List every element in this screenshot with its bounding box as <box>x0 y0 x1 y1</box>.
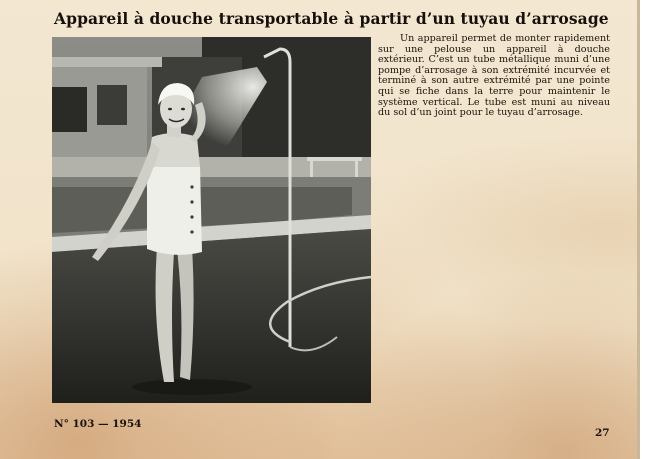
article-title: Appareil à douche transportable à partir d’un tuyau d’arrosage <box>54 9 609 28</box>
issue-label: N° 103 — 1954 <box>54 418 142 430</box>
shower-photo-illustration <box>52 37 371 403</box>
article-body: Un appareil permet de monter rapidement sur une pelouse un appareil à douche extérieur. C’est un tube métallique muni d’une pompe d’arrosage à son extrémité incurvée et terminé à son autre extrémité par une pointe qui se fiche dans la terre pour maintenir le système vertical. Le tube est muni au niveau du sol d’un joint pour le tuyau d’arrosage. <box>378 33 610 119</box>
article-photo <box>52 37 371 403</box>
page-number: 27 <box>595 427 610 439</box>
